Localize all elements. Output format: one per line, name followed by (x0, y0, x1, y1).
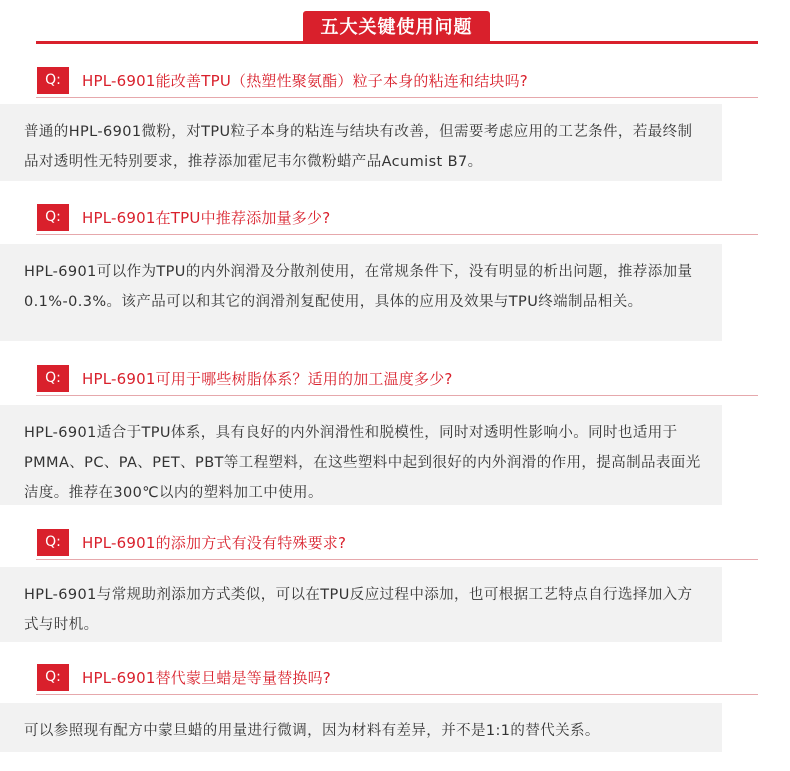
question-row (36, 64, 758, 98)
answer-text: HPL-6901与常规助剂添加方式类似，可以在TPU反应过程中添加，也可根据工艺特点自行选择加入方式与时机。 (24, 587, 693, 633)
section-header (0, 0, 790, 50)
answer-box-3 (0, 405, 722, 505)
question-badge: Q: (37, 365, 69, 392)
answer-box-5 (0, 703, 722, 752)
qa-item-1 (36, 64, 758, 98)
qa-item-2 (36, 201, 758, 235)
question-text: HPL-6901的添加方式有没有特殊要求? (82, 534, 347, 552)
answer-text: HPL-6901可以作为TPU的内外润滑及分散剂使用，在常规条件下，没有明显的析出问题，推荐添加量0.1%-0.3%。该产品可以和其它的润滑剂复配使用，具体的应用及效果与TPU终端制品相关。 (24, 264, 693, 310)
question-text: HPL-6901可用于哪些树脂体系？适用的加工温度多少? (82, 370, 453, 388)
answer-box-2 (0, 244, 722, 341)
question-row (36, 526, 758, 560)
answer-text: HPL-6901适合于TPU体系，具有良好的内外润滑性和脱模性，同时对透明性影响小。同时也适用于PMMA、PC、PA、PET、PBT等工程塑料，在这些塑料中起到很好的内外润滑的作用，提高制品表面光洁度。推荐在300℃以内的塑料加工中使用。 (24, 425, 701, 501)
question-badge: Q: (37, 664, 69, 691)
qa-item-5 (36, 661, 758, 695)
question-row (36, 201, 758, 235)
question-badge: Q: (37, 204, 69, 231)
question-row (36, 661, 758, 695)
qa-item-4 (36, 526, 758, 560)
question-text: HPL-6901在TPU中推荐添加量多少? (82, 209, 331, 227)
answer-text: 可以参照现有配方中蒙旦蜡的用量进行微调，因为材料有差异，并不是1:1的替代关系。 (24, 723, 600, 739)
answer-text: 普通的HPL-6901微粉，对TPU粒子本身的粘连与结块有改善，但需要考虑应用的工艺条件，若最终制品对透明性无特别要求，推荐添加霍尼韦尔微粉蜡产品Acumist B7。 (24, 124, 693, 170)
question-badge: Q: (37, 67, 69, 94)
question-text: HPL-6901能改善TPU（热塑性聚氨酯）粒子本身的粘连和结块吗? (82, 72, 528, 90)
answer-box-1 (0, 104, 722, 181)
question-badge: Q: (37, 529, 69, 556)
question-row (36, 362, 758, 396)
qa-item-3 (36, 362, 758, 396)
page-title: 五大关键使用问题 (303, 11, 490, 44)
answer-box-4 (0, 567, 722, 642)
question-text: HPL-6901替代蒙旦蜡是等量替换吗? (82, 669, 331, 687)
